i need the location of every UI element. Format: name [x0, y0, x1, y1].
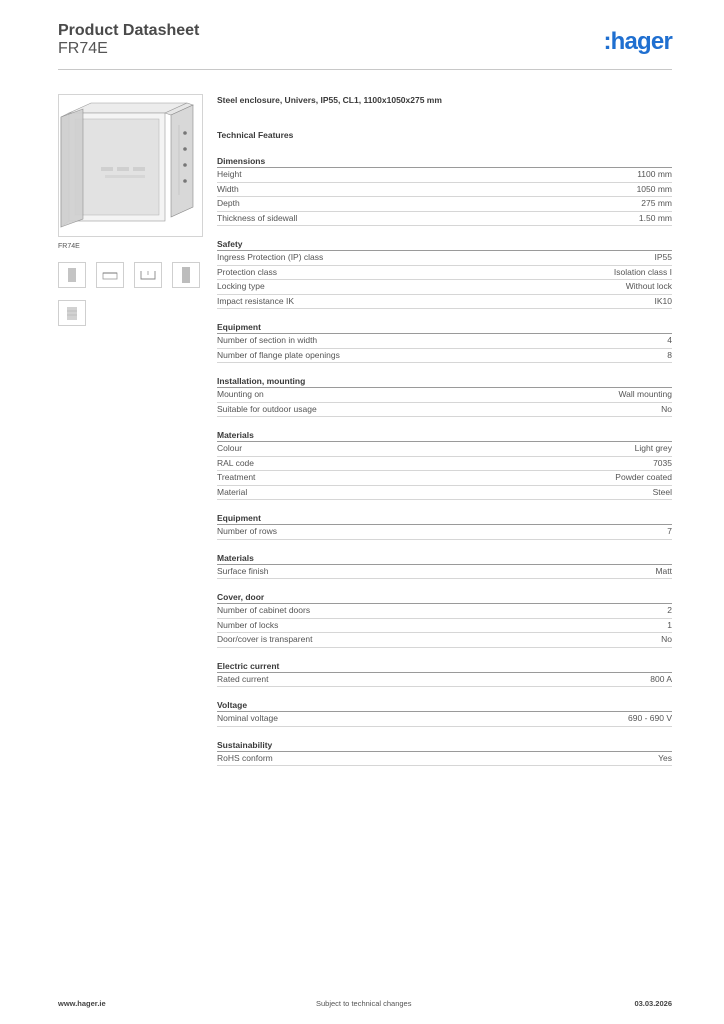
section-title: Electric current [217, 660, 672, 673]
feature-row [217, 633, 672, 648]
feature-section [217, 155, 672, 226]
footer-date: 03.03.2026 [634, 999, 672, 1008]
feature-value: 8 [667, 349, 672, 360]
section-title: Safety [217, 238, 672, 251]
product-image [58, 94, 203, 237]
feature-section [217, 739, 672, 767]
section-title: Equipment [217, 512, 672, 525]
feature-value: 800 A [650, 673, 672, 684]
document-title: Product Datasheet [58, 22, 200, 39]
feature-label: Rated current [217, 673, 269, 684]
feature-value: 4 [667, 335, 672, 345]
feature-row [217, 604, 672, 619]
feature-row [217, 673, 672, 688]
footer-url[interactable]: www.hager.ie [58, 999, 106, 1008]
feature-label: Mounting on [217, 389, 264, 399]
feature-sections [217, 155, 672, 766]
product-reference: FR74E [58, 40, 108, 57]
enclosure-illustration [59, 95, 202, 236]
feature-value: 1100 mm [637, 169, 672, 179]
section-title: Materials [217, 552, 672, 565]
technical-features-heading: Technical Features [217, 130, 294, 140]
feature-row [217, 565, 672, 580]
feature-value: 690 - 690 V [628, 713, 672, 723]
feature-label: Protection class [217, 266, 277, 277]
feature-label: Impact resistance IK [217, 295, 295, 306]
feature-label: Number of locks [217, 619, 279, 630]
feature-label: Thickness of sidewall [217, 212, 298, 223]
hager-logo: :hager [603, 28, 672, 55]
feature-row [217, 486, 672, 501]
thumbnail-front-view[interactable] [58, 262, 86, 288]
feature-value: Isolation class I [613, 266, 672, 277]
thumbnail-detail-view[interactable] [58, 300, 86, 326]
feature-value: Powder coated [615, 472, 672, 482]
feature-label: Door/cover is transparent [217, 634, 313, 644]
feature-value: 1.50 mm [638, 212, 672, 223]
feature-row [217, 388, 672, 403]
feature-row [217, 619, 672, 634]
feature-value: Matt [655, 565, 672, 576]
feature-row [217, 334, 672, 349]
technical-content [217, 95, 672, 766]
feature-section [217, 591, 672, 648]
feature-label: Colour [217, 443, 243, 453]
feature-label: Number of rows [217, 526, 277, 536]
feature-row [217, 168, 672, 183]
product-description: Steel enclosure, Univers, IP55, CL1, 1100x1050x275 mm [217, 95, 442, 105]
feature-row [217, 525, 672, 540]
thumbnail-top-view[interactable] [96, 262, 124, 288]
feature-label: Treatment [217, 472, 256, 482]
feature-label: Locking type [217, 281, 265, 291]
feature-section [217, 552, 672, 580]
footer-note: Subject to technical changes [316, 999, 412, 1008]
feature-section [217, 660, 672, 688]
feature-label: Suitable for outdoor usage [217, 403, 317, 414]
feature-value: No [661, 634, 672, 644]
section-title: Voltage [217, 699, 672, 712]
feature-section [217, 321, 672, 363]
image-caption: FR74E [58, 243, 80, 250]
feature-row [217, 266, 672, 281]
feature-label: Ingress Protection (IP) class [217, 252, 324, 262]
feature-label: Number of section in width [217, 335, 318, 345]
feature-row [217, 251, 672, 266]
feature-value: IK10 [654, 295, 672, 306]
feature-label: Nominal voltage [217, 713, 278, 723]
section-title: Dimensions [217, 155, 672, 168]
feature-section [217, 429, 672, 500]
feature-value: Yes [658, 752, 672, 763]
feature-section [217, 699, 672, 727]
feature-label: Surface finish [217, 565, 269, 576]
section-title: Cover, door [217, 591, 672, 604]
feature-value: Without lock [625, 281, 672, 291]
feature-value: 1 [667, 619, 672, 630]
feature-row [217, 183, 672, 198]
feature-row [217, 442, 672, 457]
feature-value: 7035 [653, 457, 672, 468]
feature-row [217, 212, 672, 227]
feature-label: Material [217, 486, 248, 497]
feature-value: Light grey [634, 443, 672, 453]
feature-value: 7 [667, 526, 672, 536]
section-title: Materials [217, 429, 672, 442]
page-header [58, 20, 672, 70]
feature-row [217, 712, 672, 727]
feature-row [217, 295, 672, 310]
feature-value: No [661, 403, 672, 414]
feature-label: Depth [217, 198, 240, 208]
feature-section [217, 238, 672, 309]
feature-label: RAL code [217, 457, 255, 468]
section-title: Installation, mounting [217, 375, 672, 388]
feature-row [217, 280, 672, 295]
feature-value: 1050 mm [636, 183, 672, 194]
feature-row [217, 752, 672, 767]
section-title: Equipment [217, 321, 672, 334]
section-title: Sustainability [217, 739, 672, 752]
thumbnail-side-view[interactable] [134, 262, 162, 288]
feature-value: 275 mm [641, 198, 672, 208]
feature-value: IP55 [654, 252, 672, 262]
feature-value: Steel [652, 486, 672, 497]
feature-section [217, 512, 672, 540]
feature-row [217, 403, 672, 418]
feature-section [217, 375, 672, 417]
feature-label: Number of flange plate openings [217, 349, 340, 360]
feature-row [217, 349, 672, 364]
feature-row [217, 457, 672, 472]
feature-value: Wall mounting [618, 389, 672, 399]
feature-row [217, 197, 672, 212]
feature-label: Number of cabinet doors [217, 605, 311, 615]
thumbnail-back-view[interactable] [172, 262, 200, 288]
feature-value: 2 [667, 605, 672, 615]
feature-row [217, 471, 672, 486]
feature-label: Height [217, 169, 242, 179]
feature-label: RoHS conform [217, 752, 273, 763]
feature-label: Width [217, 183, 239, 194]
